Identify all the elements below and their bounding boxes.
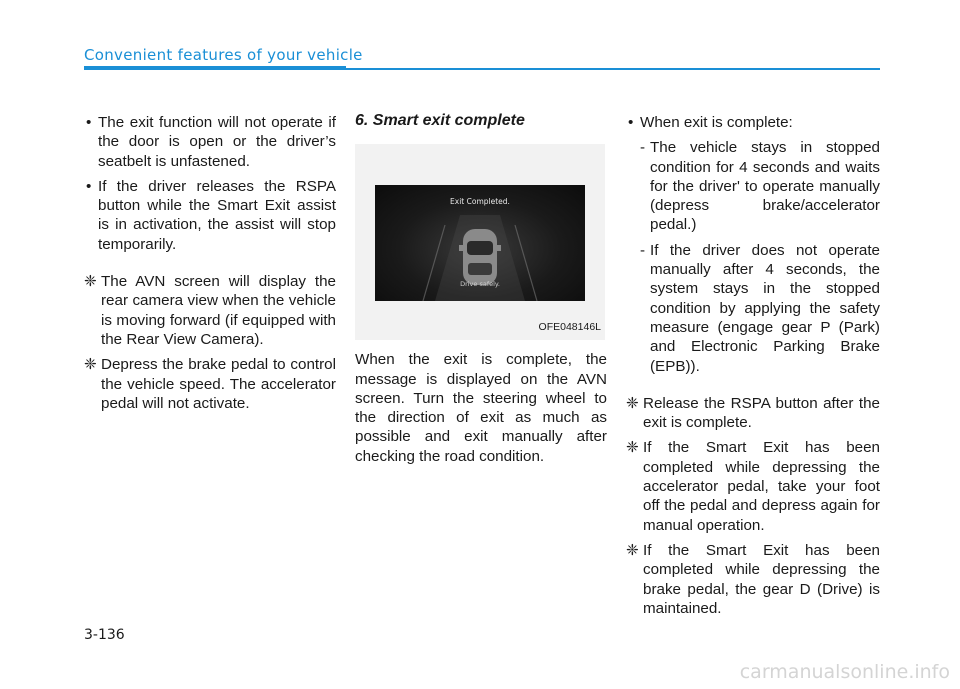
note-mark-icon: ❈ <box>84 273 97 291</box>
dash-text: The vehicle stays in stopped condition for 4 seconds and waits for the driver' to operate manually (depress brake/accelerator pedal.) <box>650 139 880 234</box>
note-item <box>626 394 880 433</box>
note-text: If the Smart Exit has been completed while depressing the accelerator pedal, take your foot off the pedal and depress again for manual operation. <box>643 439 880 534</box>
bullet-item: • When exit is complete: <box>626 113 880 132</box>
note-mark-icon: ❈ <box>626 541 639 559</box>
note-text: Release the RSPA button after the exit is complete. <box>643 394 880 432</box>
header-rule-thin <box>346 68 880 70</box>
column-1 <box>84 113 336 419</box>
bullet-item: • The exit function will not operate if the door is open or the driver’s seatbelt is unfastened. <box>84 113 336 171</box>
dash-text: If the driver does not operate manually after 4 seconds, the system stays in the stopped condition by applying the safety measure (engage gear P (Park) and Electronic Parking Brake (EPB)). <box>650 241 880 375</box>
column-3 <box>626 113 880 624</box>
note-text: The AVN screen will display the rear camera view when the vehicle is moving forward (if equipped with the Rear View Camera). <box>101 273 336 348</box>
figure <box>355 144 605 340</box>
dash-mark: - <box>640 139 646 157</box>
bullet-item: • If the driver releases the RSPA button while the Smart Exit assist is in activation, the assist will stop temporarily. <box>84 177 336 254</box>
screen-title: Exit Completed. <box>450 197 510 207</box>
page-number: 3-136 <box>84 627 125 643</box>
figure-code: OFE048146L <box>538 321 601 333</box>
note-mark-icon: ❈ <box>84 356 97 374</box>
note-text: If the Smart Exit has been completed while depressing the brake pedal, the gear D (Drive) is maintained. <box>643 541 880 617</box>
note-text: Depress the brake pedal to control the vehicle speed. The accelerator pedal will not activate. <box>101 356 336 412</box>
note-item <box>626 541 880 618</box>
body-paragraph: When the exit is complete, the message is displayed on the AVN screen. Turn the steering wheel to the direction of exit as much as possible and exit manually after checking the road condition. <box>355 351 607 465</box>
note-item <box>84 272 336 349</box>
dash-item <box>626 138 880 234</box>
screen-subtitle: Drive safely. <box>460 280 500 288</box>
note-item <box>626 438 880 534</box>
watermark: carmanualsonline.info <box>739 661 950 683</box>
note-mark-icon: ❈ <box>626 439 639 457</box>
dash-item <box>626 241 880 376</box>
dash-mark: - <box>640 241 646 259</box>
header-rule-thick <box>84 66 346 70</box>
avn-screen-image <box>375 185 585 301</box>
note-item <box>84 355 336 413</box>
column-2 <box>355 111 607 466</box>
header-title: Convenient features of your vehicle <box>84 46 363 64</box>
note-mark-icon: ❈ <box>626 394 639 412</box>
section-title: 6. Smart exit complete <box>355 112 525 129</box>
